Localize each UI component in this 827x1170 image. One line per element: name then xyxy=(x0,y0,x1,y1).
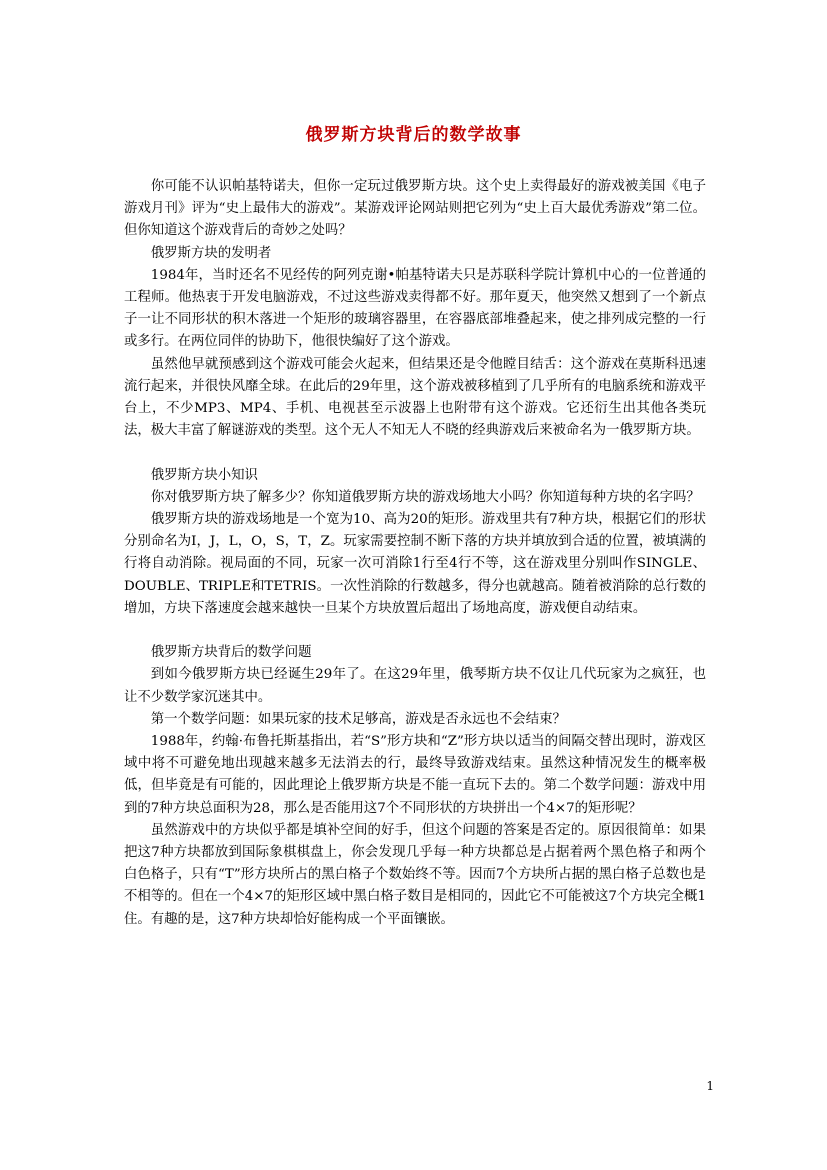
heading-trivia: 俄罗斯方块小知识 xyxy=(150,467,258,483)
paragraph-checkerboard: 虽然游戏中的方块似乎都是填补空间的好手，但这个问题的答案是否定的。原因很简单：如果把这7种方块都放到国际象棋棋盘上，你会发现几乎每一种方块都总是占据着两个黑色格子和两个白色格子，只有“T”形方块所占的黑白格子个数始终不等。因而7个方块所占据的黑白格子总数也是不相等的。但在一个4×7的矩形区域中黑白格子数目是相同的，因此它不可能被这7个方块完全概1住。有趣的是，这7种方块却恰好能构成一个平面镶嵌。 xyxy=(124,822,706,927)
paragraph-1984: 1984年，当时还名不见经传的阿列克谢•帕基特诺夫只是苏联科学院计算机中心的一位普通的工程师。他热衷于开发电脑游戏，不过这些游戏卖得都不好。那年夏天，他突然又想到了一个新点子一让不同形状的积木落进一个矩形的玻璃容器里，在容器底部堆叠起来，使之排列成完整的一行或多行。在两位同伴的协助下，他很快编好了这个游戏。 xyxy=(124,267,706,350)
paragraph-field: 俄罗斯方块的游戏场地是一个宽为10、高为20的矩形。游戏里共有7种方块，根据它们的形状分别命名为I，J，L，O，S，T，Z。玩家需要控制不断下落的方块并填放到合适的位置，被填满的行将自动消除。视局面的不同，玩家一次可消除1行至4行不等，这在游戏里分别叫作SINGLE、DOUBLE、TRIPLE和TETRIS。一次性消除的行数越多，得分也就越高。随着被消除的总行数的增加，方块下落速度会越来越快一旦某个方块放置后超出了场地高度，游戏便自动结束。 xyxy=(124,512,706,616)
paragraph-popularity: 虽然他早就预感到这个游戏可能会火起来，但结果还是令他瞠目结舌：这个游戏在莫斯科迅速流行起来，并很快风靡全球。在此后的29年里，这个游戏被移植到了几乎所有的电脑系统和游戏平台上，不少MP3、MP4、手机、电视甚至示波器上也附带有这个游戏。它还衍生出其他各类玩法，极大丰富了解谜游戏的类型。这个无人不知无人不晓的经典游戏后来被命名为一俄罗斯方块。 xyxy=(124,356,706,439)
document-body xyxy=(124,176,706,931)
heading-inventor: 俄罗斯方块的发明者 xyxy=(150,245,272,261)
page-number: 1 xyxy=(706,1079,714,1093)
blank-line xyxy=(124,620,706,642)
paragraph-29-years: 到如今俄罗斯方块已经诞生29年了。在这29年里，俄琴斯方块不仅让几代玩家为之疯狂，也让不少数学家沉迷其中。 xyxy=(124,667,706,705)
paragraph-question-1: 第一个数学问题：如果玩家的技术足够高，游戏是否永远也不会结束？ xyxy=(150,711,566,727)
blank-line xyxy=(124,442,706,464)
paragraph-questions: 你对俄罗斯方块了解多少？你知道俄罗斯方块的游戏场地大小吗？你知道每种方块的名字吗？ xyxy=(150,489,700,505)
paragraph-1988: 1988年，约翰·布鲁托斯基指出，若“S”形方块和“Z”形方块以适当的间隔交替出现时，游戏区域中将不可避免地出现越来越多无法消去的行，最终导致游戏结束。虽然这种情况发生的概率极低，但毕竟是有可能的，因此理论上俄罗斯方块是不能一直玩下去的。第二个数学问题：游戏中用到的7种方块总面积为28，那么是否能用这7个不同形状的方块拼出一个4×7的矩形呢？ xyxy=(124,734,706,816)
heading-math: 俄罗斯方块背后的数学问题 xyxy=(150,645,312,661)
document-title: 俄罗斯方块背后的数学故事 xyxy=(305,125,522,145)
paragraph-intro: 你可能不认识帕基特诺夫，但你一定玩过俄罗斯方块。这个史上卖得最好的游戏被美国《电子游戏月刊》评为“史上最伟大的游戏”。某游戏评论网站则把它列为“史上百大最优秀游戏”第二位。但你知道这个游戏背后的奇妙之处吗？ xyxy=(124,179,706,239)
